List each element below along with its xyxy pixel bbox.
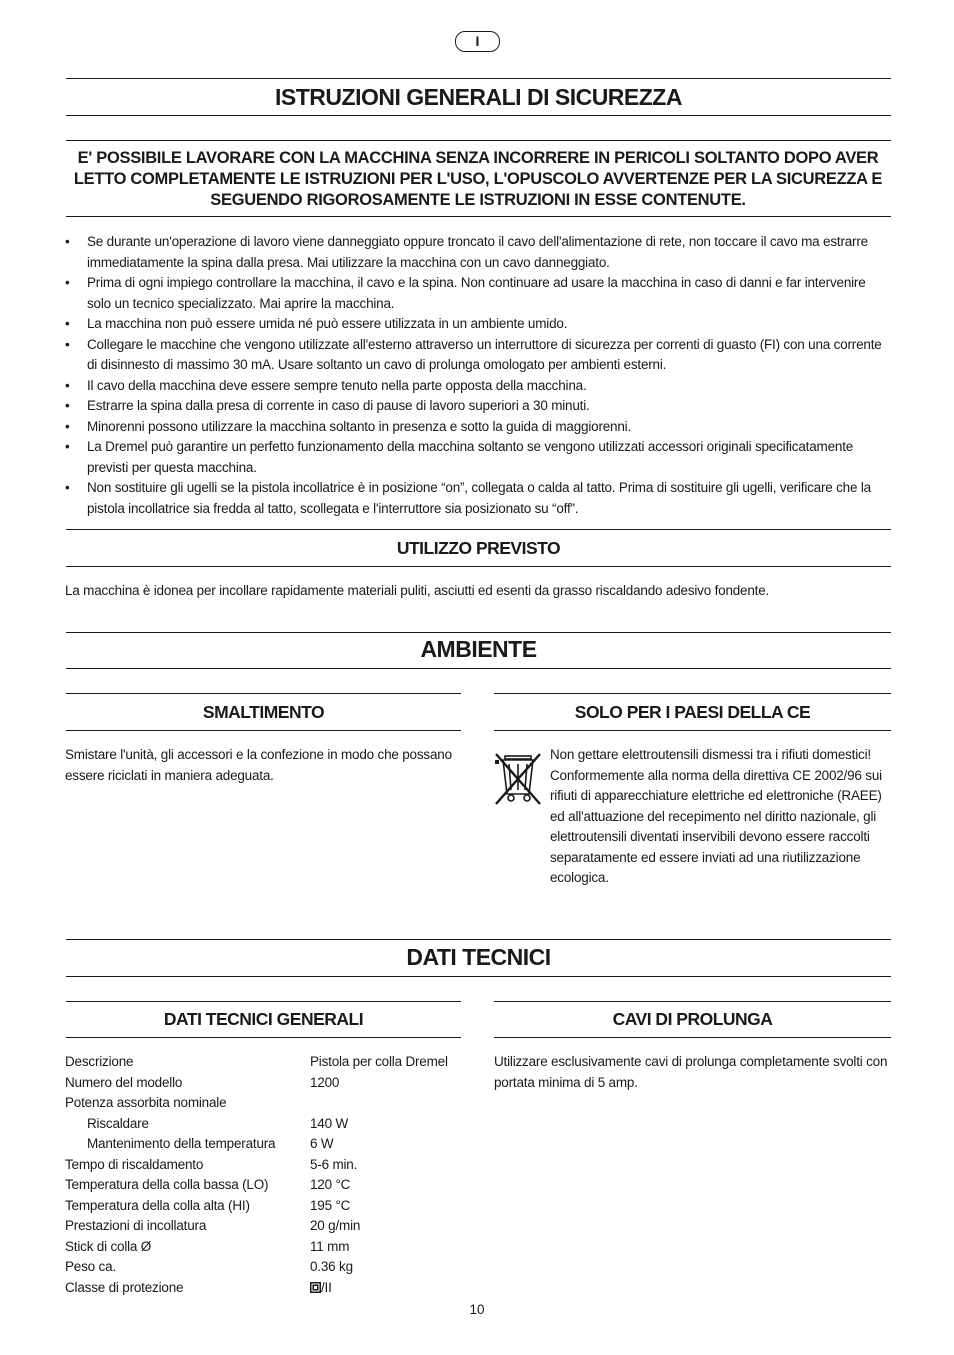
spec-value: 1200 <box>310 1074 340 1090</box>
divider <box>66 115 891 116</box>
divider <box>494 730 891 731</box>
table-row <box>65 1134 465 1155</box>
safety-list <box>65 232 891 519</box>
intended-use-text: La macchina è idonea per incollare rapidamente materiali puliti, asciutti ed esenti da grasso riscaldando adesivo fondente. <box>65 583 770 598</box>
spec-value: 5-6 min. <box>310 1156 358 1172</box>
spec-label: Temperatura della colla alta (HI) <box>65 1197 250 1213</box>
spec-label: Riscaldare <box>87 1115 149 1131</box>
disposal-text: Smistare l'unità, gli accessori e la confezione in modo che possano essere riciclati in maniera adeguata. <box>65 747 452 783</box>
table-row <box>65 1216 465 1237</box>
ec-only-text: Non gettare elettroutensili dismessi tra i rifiuti domestici! Conformemente alla norma della direttiva CE 2002/96 sui rifiuti di apparecchiature elettriche ed elettroniche (RAEE) ed all'attuazione del recepimento nel diritto nazionale, gli elettroutensili diventati inservibili devono essere raccolti separatamente ed essere inviati ad una riutilizzazione ecologica. <box>550 747 882 885</box>
divider <box>494 1001 891 1002</box>
spec-value: 120 °C <box>310 1177 351 1192</box>
spec-label: Numero del modello <box>65 1074 183 1090</box>
spec-value <box>310 1278 465 1299</box>
spec-value: 195 °C <box>310 1197 351 1213</box>
spec-label: Temperatura della colla bassa (LO) <box>65 1177 269 1192</box>
list-item: • Minorenni possono utilizzare la macchina soltanto in presenza e sotto la guida di maggiorenni. <box>65 417 891 438</box>
divider <box>66 1001 461 1002</box>
extension-cables-title: CAVI DI PROLUNGA <box>612 1009 773 1029</box>
table-row <box>65 1257 465 1278</box>
spec-label: Tempo di riscaldamento <box>65 1156 204 1172</box>
spec-label: Stick di colla Ø <box>65 1238 152 1254</box>
list-item: • Se durante un'operazione di lavoro viene danneggiato oppure troncato il cavo dell'alimentazione di rete, non toccare il cavo ma estrarre immediatamente la spina dalla presa. Mai utilizzare la macchina con un cavo danneggiato. <box>65 232 891 273</box>
table-row <box>65 1278 465 1299</box>
list-item: • Non sostituire gli ugelli se la pistola incollatrice è in posizione “on”, collegata o calda al tatto. Prima di sostituire gli ugelli, verificare che la pistola incollatrice sia fredda al tatto, scollegata e l'interruttore sia posizionato su “off”. <box>65 478 891 519</box>
spec-table <box>65 1052 465 1298</box>
table-row <box>65 1052 465 1073</box>
disposal-title: SMALTIMENTO <box>202 702 325 722</box>
spec-value: Pistola per colla Dremel <box>310 1054 448 1069</box>
divider <box>66 730 461 731</box>
list-item: • Prima di ogni impiego controllare la macchina, il cavo e la spina. Non continuare ad usare la macchina in caso di danni e far intervenire solo un tecnico specializzato. Mai aprire la macchina. <box>65 273 891 314</box>
list-item: • Il cavo della macchina deve essere sempre tenuto nella parte opposta della macchina. <box>65 376 891 397</box>
divider <box>66 632 891 633</box>
page-number: 10 <box>469 1302 485 1317</box>
safety-title: ISTRUZIONI GENERALI DI SICUREZZA <box>275 84 682 110</box>
divider <box>66 78 891 79</box>
intended-use-title: UTILIZZO PREVISTO <box>396 538 561 558</box>
table-row <box>65 1073 465 1094</box>
table-row <box>65 1114 465 1135</box>
divider <box>494 693 891 694</box>
list-item: • Collegare le macchine che vengono utilizzate all'esterno attraverso un interruttore di sicurezza per correnti di guasto (FI) con una corrente di disinnesto di massimo 30 mA. Usare soltanto un cavo di prolunga omologato per ambienti esterni. <box>65 335 891 376</box>
spec-value: 140 W <box>310 1115 349 1131</box>
table-row <box>65 1237 465 1258</box>
spec-value <box>310 1093 465 1114</box>
spec-label: Classe di protezione <box>65 1279 184 1295</box>
list-item: • La Dremel può garantire un perfetto funzionamento della macchina soltanto se vengono utilizzati accessori originali specificatamente previsti per questa macchina. <box>65 437 891 478</box>
table-row <box>65 1196 465 1217</box>
spec-label: Descrizione <box>65 1054 134 1069</box>
divider <box>66 976 891 977</box>
extension-cables-text: Utilizzare esclusivamente cavi di prolunga completamente svolti con portata minima di 5 amp. <box>494 1054 888 1090</box>
spec-value: 0.36 kg <box>310 1259 353 1274</box>
spec-label: Potenza assorbita nominale <box>65 1095 227 1110</box>
spec-value: 20 g/min <box>310 1218 361 1233</box>
divider <box>66 216 891 217</box>
divider <box>494 1037 891 1038</box>
table-row <box>65 1175 465 1196</box>
environment-title: AMBIENTE <box>420 636 537 662</box>
table-row <box>65 1155 465 1176</box>
ec-only-title: SOLO PER I PAESI DELLA CE <box>574 702 811 722</box>
divider <box>66 939 891 940</box>
divider <box>66 693 461 694</box>
spec-label: Prestazioni di incollatura <box>65 1218 207 1233</box>
protection-class-value: /II <box>321 1279 332 1295</box>
list-item: • Estrarre la spina dalla presa di corrente in caso di pause di lavoro superiori a 30 minuti. <box>65 396 891 417</box>
list-item: • La macchina non può essere umida né può essere utilizzata in un ambiente umido. <box>65 314 891 335</box>
language-badge: I <box>455 31 500 52</box>
divider <box>66 566 891 567</box>
double-insulation-icon <box>310 1282 321 1293</box>
spec-value: 11 mm <box>310 1238 350 1254</box>
crossed-bin-icon <box>493 752 543 806</box>
divider <box>66 529 891 530</box>
general-specs-title: DATI TECNICI GENERALI <box>163 1009 364 1029</box>
divider <box>66 668 891 669</box>
table-row <box>65 1093 465 1114</box>
spec-value: 6 W <box>310 1136 334 1151</box>
spec-label: Peso ca. <box>65 1259 116 1274</box>
divider <box>66 1037 461 1038</box>
safety-warning: E' POSSIBILE LAVORARE CON LA MACCHINA SENZA INCORRERE IN PERICOLI SOLTANTO DOPO AVER LETTO COMPLETAMENTE LE ISTRUZIONI PER L'USO, L'OPUSCOLO AVVERTENZE PER LA SICUREZZA E SEGUENDO RIGOROSAMENTE LE ISTRUZIONI IN ESSE CONTENUTE. <box>73 149 883 209</box>
spec-label: Mantenimento della temperatura <box>87 1136 276 1151</box>
technical-title: DATI TECNICI <box>406 944 551 970</box>
divider <box>66 140 891 141</box>
